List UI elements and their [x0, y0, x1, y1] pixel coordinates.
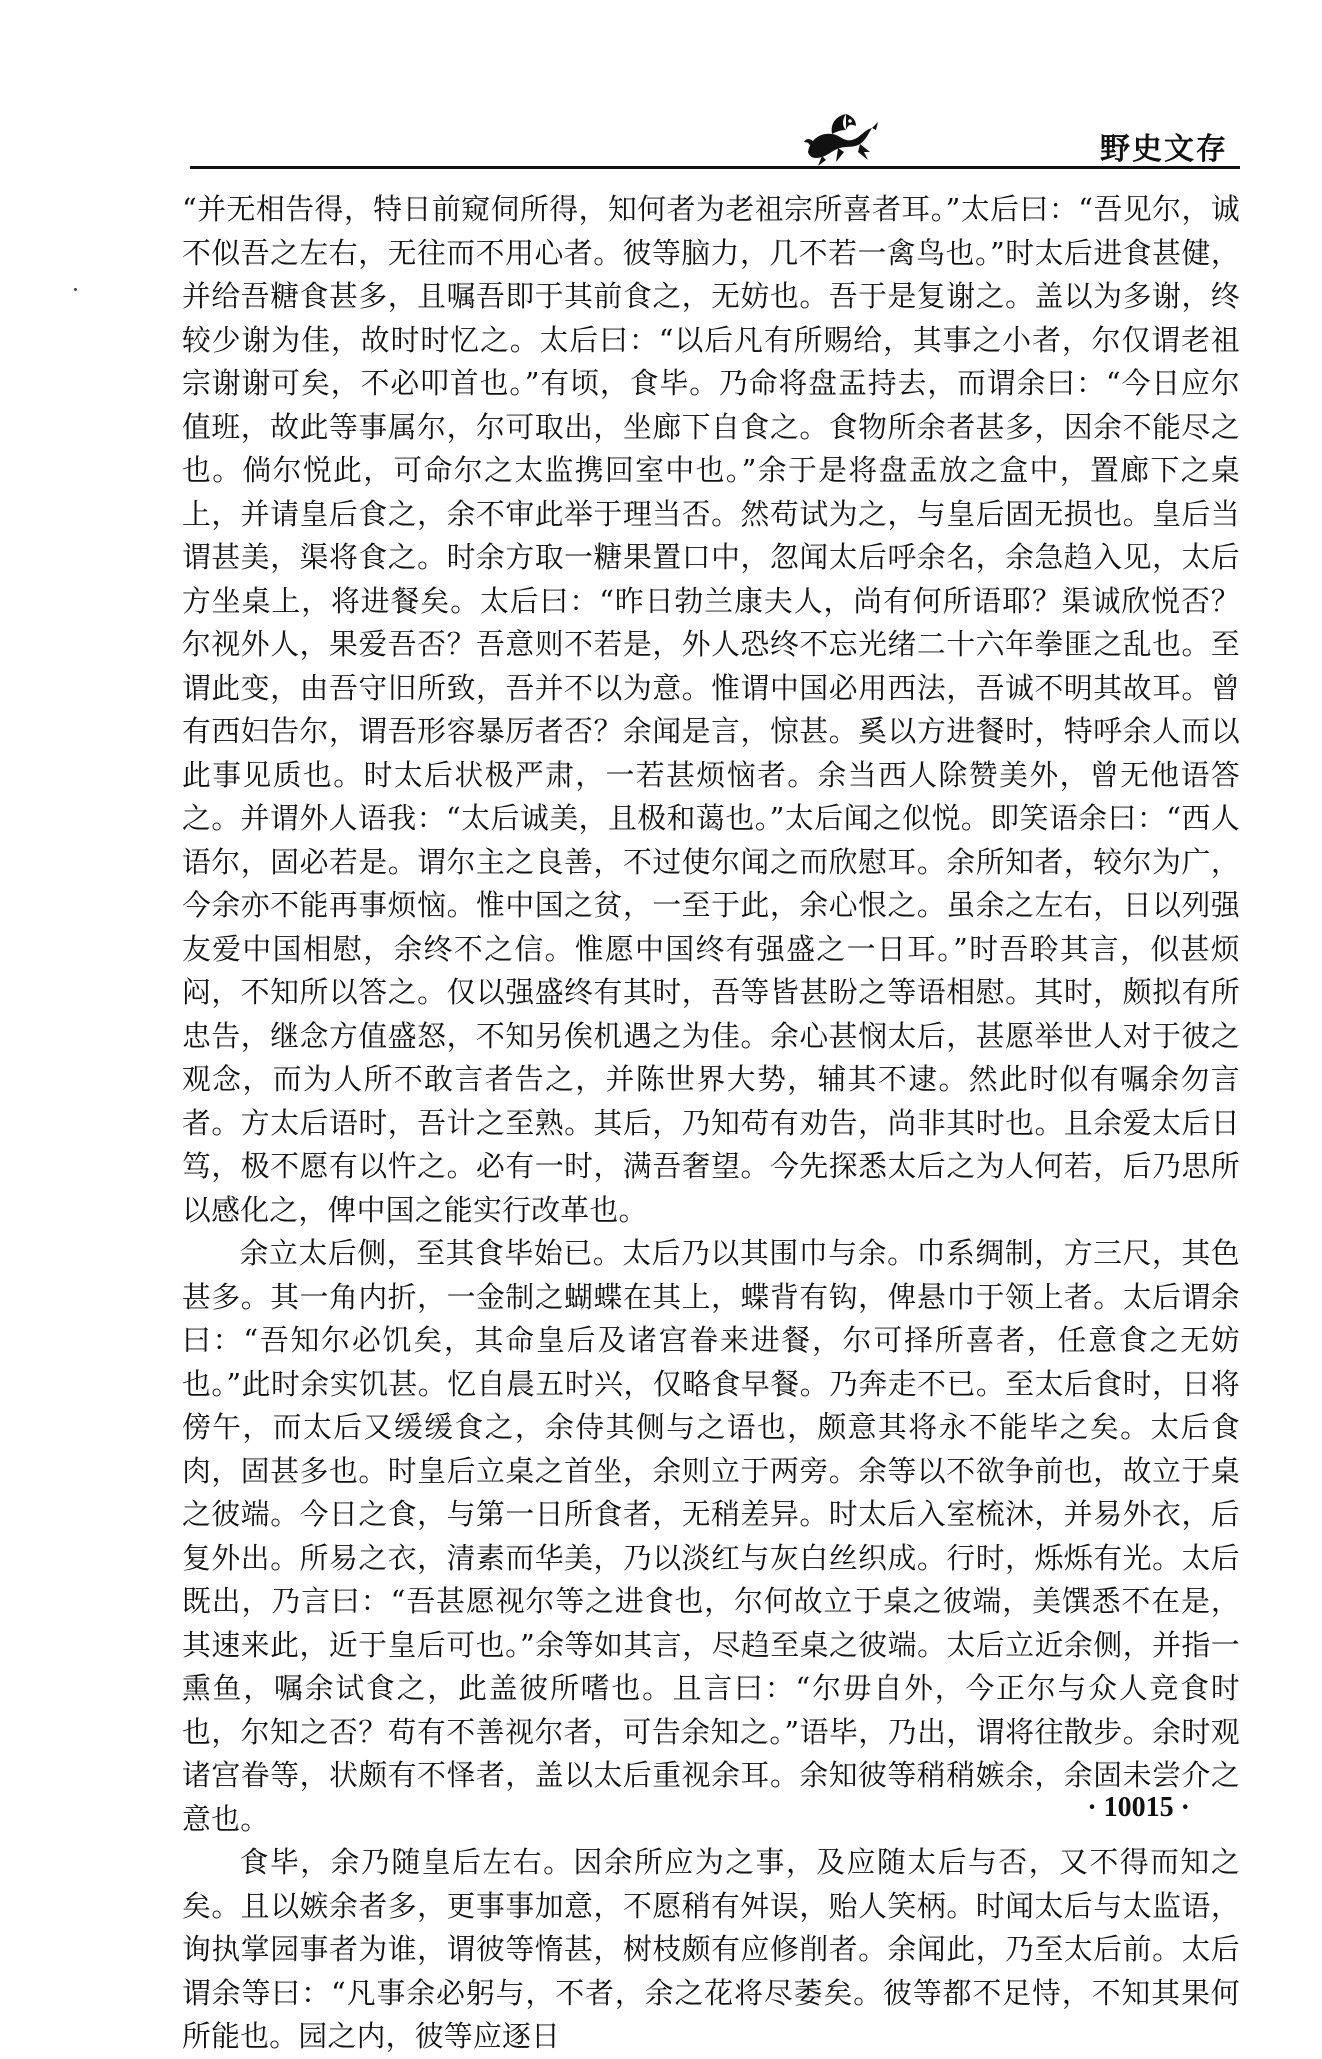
paragraph: 余立太后侧，至其食毕始已。太后乃以其围巾与余。巾系绸制，方三尺，其色甚多。其一角内折，一金制之蝴蝶在其上，蝶背有钩，俾悬巾于领上者。太后谓余曰：“吾知尔必饥矣，其命皇后及诸宫眷来进餐，尔可择所喜者，任意食之无妨也。”此时余实饥甚。忆自晨五时兴，仅略食早餐。乃奔走不已。至太后食时，日将傍午，而太后又缓缓食之，余侍其侧与之语也，颇意其将永不能毕之矣。太后食肉，固甚多也。时皇后立桌之首坐，余则立于两旁。余等以不欲争前也，故立于桌之彼端。今日之食，与第一日所食者，无稍差异。时太后入室梳沐，并易外衣，后复外出。所易之衣，清素而华美，乃以淡红与灰白丝织成。行时，烁烁有光。太后既出，乃言曰：“吾甚愿视尔等之进食也，尔何故立于桌之彼端，美馔悉不在是，其速来此，近于皇后可也。”余等如其言，尽趋至桌之彼端。太后立近余侧，并指一熏鱼，嘱余试食之，此盖彼所嗜也。且言曰：“尔毋自外，今正尔与众人竞食时也，尔知之否？苟有不善视尔者，可告余知之。”语毕，乃出，谓将往散步。余时观诸宫眷等，状颇有不怿者，盖以太后重视余耳。余知彼等稍稍嫉余，余固未尝介之意也。	[182, 1236, 1240, 1836]
page-header	[190, 112, 1240, 168]
paragraph: “并无相告得，特日前窥伺所得，知何者为老祖宗所喜者耳。”太后曰：“吾见尔，诚不似吾之左右，无往而不用心者。彼等脑力，几不若一禽鸟也。”时太后进食甚健，并给吾糖食甚多，且嘱吾即于其前食之，无妨也。吾于是复谢之。盖以为多谢，终较少谢为佳，故时时忆之。太后曰：“以后凡有所赐给，其事之小者，尔仅谓老祖宗谢谢可矣，不必叩首也。”有顷，食毕。乃命将盘盂持去，而谓余曰：“今日应尔值班，故此等事属尔，尔可取出，坐廊下自食之。食物所余者甚多，因余不能尽之也。倘尔悦此，可命尔之太监携回室中也。”余于是将盘盂放之盒中，置廊下之桌上，并请皇后食之，余不审此举于理当否。然苟试为之，与皇后固无损也。皇后当谓甚美，渠将食之。时余方取一糖果置口中，忽闻太后呼余名，余急趋入见，太后方坐桌上，将进餐矣。太后曰：“昨日勃兰康夫人，尚有何所语耶？渠诚欣悦否？尔视外人，果爱吾否？吾意则不若是，外人恐终不忘光绪二十六年拳匪之乱也。至谓此变，由吾守旧所致，吾并不以为意。惟谓中国必用西法，吾诚不明其故耳。曾有西妇告尔，谓吾形容暴厉者否？余闻是言，惊甚。奚以方进餐时，特呼余人而以此事见质也。时太后状极严肃，一若甚烦恼者。余当西人除赞美外，曾无他语答之。并谓外人语我：“太后诚美，且极和蔼也。”太后闻之似悦。即笑语余曰：“西人语尔，固必若是。谓尔主之良善，不过使尔闻之而欣慰耳。余所知者，较尔为广，今余亦不能再事烦恼。惟中国之贫，一至于此，余心恨之。虽余之左右，日以列强友爱中国相慰，余终不之信。惟愿中国终有强盛之一日耳。”时吾聆其言，似甚烦闷，不知所以答之。仅以强盛终有其时，吾等皆甚盼之等语相慰。其时，颇拟有所忠告，继念方值盛怒，不知另俟机遇之为佳。余心甚悯太后，甚愿举世人对于彼之观念，而为人所不敢言者告之，并陈世界大势，辅其不逮。然此时似有嘱余勿言者。方太后语时，吾计之至熟。其后，乃知苟有劝告，尚非其时也。且余爱太后日笃，极不愿有以忤之。必有一时，满吾奢望。今先探悉太后之为人何若，后乃思所以感化之，俾中国之能实行改革也。	[182, 192, 1240, 1227]
series-title: 野史文存	[1100, 132, 1228, 167]
dragon-emblem-icon	[802, 112, 880, 168]
page-number: · 10015 ·	[1087, 1792, 1190, 1823]
header-rule	[190, 166, 1240, 169]
body-text	[182, 188, 1240, 2059]
scan-speck	[74, 288, 77, 291]
paragraph: 食毕，余乃随皇后左右。因余所应为之事，及应随太后与否，又不得而知之矣。且以嫉余者多，更事事加意，不愿稍有舛误，贻人笑柄。时闻太后与太监语，询执掌园事者为谁，谓彼等惰甚，树枝颇有应修削者。余闻此，乃至太后前。太后谓余等曰：“凡事余必躬与，不者，余之花将尽萎矣。彼等都不足恃，不知其果何所能也。园之内，彼等应逐日	[182, 1845, 1240, 2053]
